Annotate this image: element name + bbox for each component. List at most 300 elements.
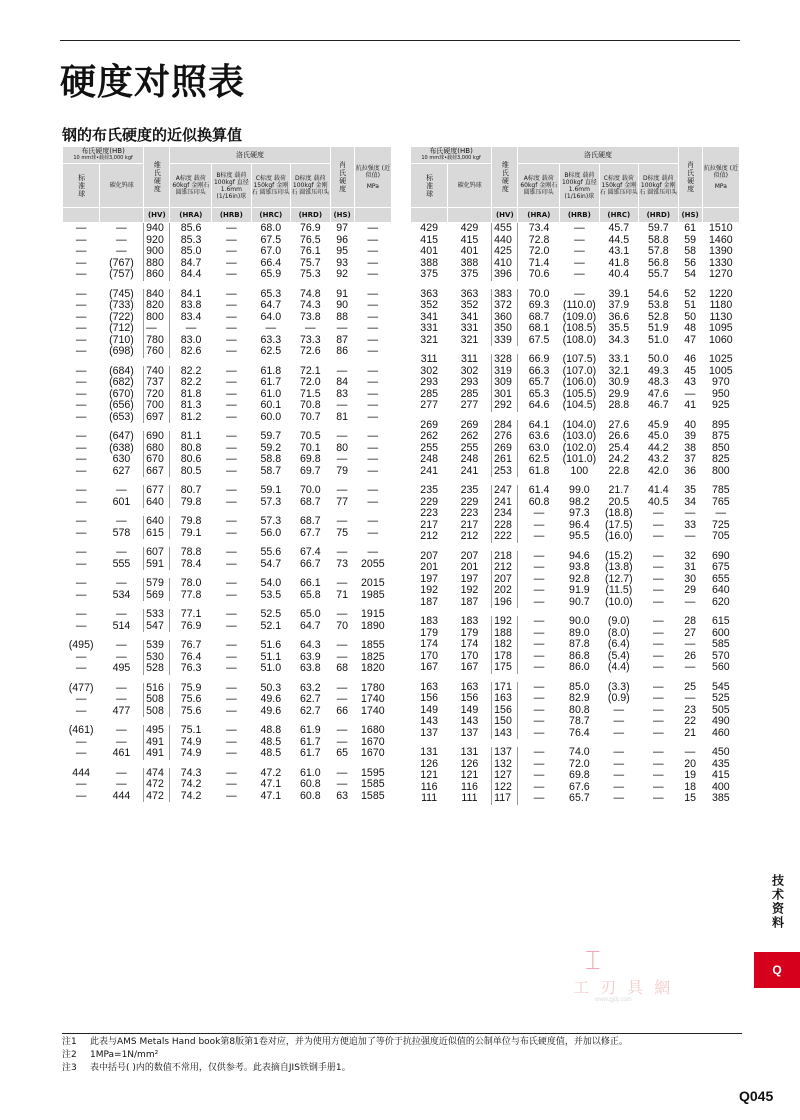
table-cell: 23 xyxy=(684,704,696,716)
table-cell: — xyxy=(75,589,87,601)
table-cell: 396 xyxy=(492,269,518,281)
table-cell: 461 xyxy=(112,748,131,759)
table-cell: (107.5) xyxy=(562,354,597,365)
table-cell: 57.8 xyxy=(647,246,669,257)
unit-hrc: (HRC) xyxy=(251,208,290,223)
table-cell: 60.1 xyxy=(260,400,282,411)
table-cell: 55.6 xyxy=(260,547,282,558)
table-row xyxy=(63,400,392,412)
table-cell: 83.4 xyxy=(180,311,202,323)
group-spacer xyxy=(411,477,740,485)
table-cell: 62.5 xyxy=(528,454,550,465)
group-spacer xyxy=(63,477,392,485)
table-cell: (110.0) xyxy=(562,300,596,311)
table-cell: 72.0 xyxy=(569,758,590,770)
table-cell: 22.8 xyxy=(608,465,630,477)
table-cell: 80.6 xyxy=(180,454,202,465)
table-cell: 93.8 xyxy=(569,562,590,573)
table-cell: 137 xyxy=(492,747,518,759)
table-cell: — xyxy=(75,705,87,717)
table-cell: 62.7 xyxy=(299,705,321,717)
table-cell: 69.8 xyxy=(569,770,590,781)
table-cell: 117 xyxy=(492,793,518,805)
table-cell: 92.8 xyxy=(569,573,590,585)
table-cell: 67.5 xyxy=(260,234,282,246)
table-cell: 66.1 xyxy=(299,578,321,589)
table-cell: 43 xyxy=(684,377,696,388)
table-cell: 49.6 xyxy=(260,694,282,705)
table-row xyxy=(411,716,740,728)
table-cell: 81.2 xyxy=(180,411,202,423)
table-cell: — xyxy=(226,465,237,477)
d-scale-header: D标度 载荷100kgf 金刚石 圆锥压印头 xyxy=(291,164,330,208)
table-cell: 67.6 xyxy=(569,781,590,793)
table-cell: 174 xyxy=(420,639,438,650)
table-cell: 167 xyxy=(460,662,479,673)
table-cell: (16.0) xyxy=(604,531,633,542)
table-cell: 28 xyxy=(684,616,696,627)
table-cell: 1825 xyxy=(361,651,385,663)
table-cell: — xyxy=(533,596,545,608)
table-cell: — xyxy=(367,388,379,400)
group-spacer xyxy=(63,358,392,366)
table-cell: 50.3 xyxy=(260,682,282,694)
table-cell: — xyxy=(653,758,664,770)
table-cell: 48.8 xyxy=(260,725,282,736)
table-cell: — xyxy=(265,323,277,334)
table-cell: — xyxy=(613,747,625,758)
table-cell: 1460 xyxy=(709,234,733,246)
table-cell: 1005 xyxy=(709,365,733,377)
table-cell: 58.8 xyxy=(647,234,669,246)
table-cell: 311 xyxy=(461,354,478,365)
table-cell: — xyxy=(75,578,87,589)
table-cell: — xyxy=(116,725,127,736)
table-cell: 491 xyxy=(144,737,170,749)
table-cell: 533 xyxy=(144,609,170,621)
table-cell: — xyxy=(367,400,379,411)
table-cell: — xyxy=(336,651,348,663)
table-row xyxy=(411,574,740,586)
table-cell: 116 xyxy=(461,781,478,793)
vickers-header: 维氏硬度 xyxy=(144,147,170,208)
table-cell: 78.4 xyxy=(180,558,202,570)
table-cell: — xyxy=(75,779,87,790)
table-cell: — xyxy=(653,704,664,716)
table-cell: 66.3 xyxy=(528,365,550,377)
table-cell: 87.8 xyxy=(569,639,590,650)
table-cell: 601 xyxy=(112,496,131,508)
table-cell: 61.0 xyxy=(260,388,282,400)
table-cell: 75.7 xyxy=(299,257,321,269)
table-cell: 163 xyxy=(460,681,479,693)
table-cell: 222 xyxy=(492,531,518,543)
table-cell: 375 xyxy=(420,269,438,280)
table-cell: — xyxy=(533,531,545,542)
table-cell: 292 xyxy=(492,400,518,412)
table-cell: — xyxy=(75,411,87,423)
table-cell: 607 xyxy=(144,547,170,559)
table-row xyxy=(411,597,740,609)
table-cell: — xyxy=(684,639,696,650)
group-spacer xyxy=(411,346,740,354)
table-cell: 131 xyxy=(420,747,438,758)
table-cell: 277 xyxy=(460,400,479,411)
table-cell: 95 xyxy=(336,246,348,257)
table-cell: 96.4 xyxy=(569,519,590,531)
table-cell: 615 xyxy=(711,616,730,627)
hardness-table-right xyxy=(410,146,740,805)
std-ball-header: 标准球 xyxy=(63,164,100,208)
table-cell: 83.0 xyxy=(180,334,202,346)
table-cell: — xyxy=(226,222,237,234)
table-cell: 700 xyxy=(144,400,170,412)
table-cell: 490 xyxy=(711,716,730,727)
table-cell: (698) xyxy=(109,346,134,357)
table-cell: 255 xyxy=(420,442,438,454)
table-cell: (15.2) xyxy=(604,550,633,562)
unit-hrb: (HRB) xyxy=(560,208,599,223)
table-cell: — xyxy=(116,651,127,663)
table-row xyxy=(411,354,740,366)
table-row xyxy=(63,768,392,780)
table-cell: 46.7 xyxy=(647,400,669,411)
table-cell: 167 xyxy=(420,662,438,673)
table-cell: 88 xyxy=(336,311,348,323)
table-cell: 179 xyxy=(420,627,438,639)
table-cell: 615 xyxy=(144,528,170,540)
table-cell: 94.6 xyxy=(569,550,590,562)
table-cell: 49.6 xyxy=(260,705,282,717)
table-cell: 228 xyxy=(492,520,518,532)
table-cell: 48 xyxy=(684,323,696,334)
table-cell: 183 xyxy=(420,616,438,627)
group-spacer xyxy=(63,281,392,289)
table-cell: 78.7 xyxy=(569,716,590,727)
table-row xyxy=(411,662,740,674)
table-cell: 93 xyxy=(336,257,348,269)
table-cell: 46 xyxy=(684,354,696,365)
unit-hv: (HV) xyxy=(492,208,518,223)
table-cell: — xyxy=(75,620,87,632)
table-cell: 385 xyxy=(711,793,730,804)
table-cell: 363 xyxy=(420,288,438,300)
table-cell: 547 xyxy=(144,621,170,633)
unit-hv: (HV) xyxy=(144,208,170,223)
table-cell: — xyxy=(336,725,348,736)
table-cell: 388 xyxy=(420,257,438,269)
group-spacer xyxy=(63,539,392,547)
table-cell: — xyxy=(367,300,379,311)
table-cell: 20.5 xyxy=(608,496,630,508)
table-cell: 284 xyxy=(492,420,518,432)
bottom-rule xyxy=(62,1033,742,1034)
table-cell: 174 xyxy=(460,639,479,650)
table-cell: 900 xyxy=(144,246,170,258)
table-cell: — xyxy=(653,727,664,739)
table-cell: 410 xyxy=(492,258,518,270)
table-cell: — xyxy=(116,246,127,257)
table-cell: 143 xyxy=(420,716,438,727)
table-cell: 1670 xyxy=(361,736,385,748)
table-cell: 820 xyxy=(144,300,170,312)
table-cell: 72.0 xyxy=(299,377,321,388)
table-cell: 690 xyxy=(144,431,170,443)
table-cell: 1095 xyxy=(709,323,733,334)
table-cell: 680 xyxy=(144,443,170,455)
table-cell: 429 xyxy=(460,222,479,234)
table-cell: 47.2 xyxy=(260,767,282,779)
table-row xyxy=(63,443,392,455)
table-subtitle: 钢的布氏硬度的近似换算值 xyxy=(62,126,243,144)
table-cell: 2055 xyxy=(361,558,385,570)
table-cell: (0.9) xyxy=(607,693,630,704)
table-cell: 143 xyxy=(492,728,518,740)
table-cell: 67.7 xyxy=(299,527,321,539)
table-cell: — xyxy=(116,694,127,705)
table-cell: 425 xyxy=(492,246,518,258)
table-cell: 1130 xyxy=(709,311,733,323)
table-cell: 50 xyxy=(684,311,696,323)
table-cell: 455 xyxy=(492,223,518,235)
table-cell: 48.5 xyxy=(260,736,282,748)
table-cell: — xyxy=(226,694,237,705)
table-cell: 50.0 xyxy=(647,354,669,365)
table-cell: 61.8 xyxy=(260,365,282,377)
table-cell: 690 xyxy=(711,550,730,562)
table-cell: 65.0 xyxy=(299,609,321,620)
table-cell: — xyxy=(226,496,237,508)
group-spacer xyxy=(411,739,740,747)
table-cell: 61.7 xyxy=(299,736,321,748)
table-cell: 950 xyxy=(711,388,730,400)
table-cell: 20 xyxy=(684,758,696,770)
table-cell: 149 xyxy=(460,704,479,716)
table-cell: 383 xyxy=(492,289,518,301)
table-cell: 60.8 xyxy=(299,779,321,790)
table-cell: 52.5 xyxy=(260,609,282,620)
table-row xyxy=(63,346,392,358)
table-cell: 530 xyxy=(144,652,170,664)
table-cell: 82.2 xyxy=(180,377,202,388)
table-row xyxy=(63,412,392,424)
group-spacer xyxy=(63,570,392,578)
table-cell: 74.9 xyxy=(180,736,202,748)
table-row xyxy=(63,725,392,737)
table-cell: 27 xyxy=(684,627,696,639)
table-cell: — xyxy=(75,651,87,663)
table-cell: 341 xyxy=(460,311,479,323)
table-cell: 70.8 xyxy=(299,400,321,411)
table-cell: 86.8 xyxy=(569,650,590,662)
table-cell: — xyxy=(533,519,545,531)
table-row xyxy=(411,400,740,412)
table-cell: 444 xyxy=(72,767,90,779)
table-cell: 534 xyxy=(112,589,131,601)
table-row xyxy=(411,289,740,301)
table-cell: — xyxy=(367,442,379,454)
table-cell: (105.5) xyxy=(562,388,597,400)
table-cell: 47.1 xyxy=(260,779,282,790)
table-cell: 52.8 xyxy=(647,311,669,323)
table-cell: 76.9 xyxy=(299,222,321,234)
table-cell: 74.8 xyxy=(299,288,321,300)
table-cell: 90.0 xyxy=(569,616,590,627)
table-cell: 175 xyxy=(492,662,518,674)
table-cell: 76.4 xyxy=(569,727,590,739)
table-cell: — xyxy=(75,748,87,759)
page-number: Q045 xyxy=(739,1088,774,1104)
table-cell: 69.7 xyxy=(299,465,321,477)
table-cell: (733) xyxy=(109,300,134,311)
table-cell: 22 xyxy=(684,716,696,727)
table-cell: 90.7 xyxy=(569,596,590,608)
table-cell: 31 xyxy=(684,562,696,573)
table-row xyxy=(63,547,392,559)
b-scale-header: B标度 载荷100kgf 直径1.6mm (1/16in)球 xyxy=(560,164,599,208)
table-cell: — xyxy=(75,400,87,411)
table-cell: 578 xyxy=(112,527,131,539)
vickers-header: 维氏硬度 xyxy=(492,147,518,208)
table-cell: 52.1 xyxy=(260,620,282,632)
table-cell: 202 xyxy=(492,585,518,597)
table-cell: 83.8 xyxy=(180,300,202,311)
table-cell: 363 xyxy=(460,288,479,300)
table-cell: 64.7 xyxy=(260,300,282,311)
table-row xyxy=(63,497,392,509)
table-cell: 63.8 xyxy=(299,663,321,674)
table-cell: — xyxy=(75,288,87,300)
table-cell: 35 xyxy=(684,485,696,496)
watermark-text: 工 刃 具 網 xyxy=(573,978,674,997)
table-cell: 67.0 xyxy=(260,246,282,257)
table-cell: — xyxy=(336,365,348,377)
table-cell: 860 xyxy=(144,269,170,281)
table-cell: 61.9 xyxy=(299,725,321,736)
table-cell: — xyxy=(75,222,87,234)
table-cell: — xyxy=(336,454,348,465)
table-cell: 80.5 xyxy=(180,465,202,477)
note-3: 注3 表中括号( )内的数值不常用，仅供参考。此表摘自JIS铁钢手册1。 xyxy=(62,1063,351,1073)
table-cell: 75.6 xyxy=(180,705,202,717)
table-cell: — xyxy=(226,547,237,558)
table-cell: 82.2 xyxy=(180,365,202,377)
table-row xyxy=(411,747,740,759)
table-cell: — xyxy=(226,234,237,246)
table-row xyxy=(411,335,740,347)
table-cell: — xyxy=(533,681,545,693)
table-cell: 156 xyxy=(460,693,479,704)
table-cell: — xyxy=(75,465,87,477)
table-cell: — xyxy=(75,609,87,620)
table-row xyxy=(63,312,392,324)
table-cell: 444 xyxy=(112,790,131,802)
table-cell: — xyxy=(75,547,87,558)
hb-header: 布氏硬度(HB) 10 mm球•载荷3,000 kgf xyxy=(63,147,144,164)
table-cell: 34.3 xyxy=(608,334,630,346)
side-tab-text: 技术资料 xyxy=(770,874,785,930)
table-cell: 45 xyxy=(684,365,696,377)
table-cell: — xyxy=(574,246,585,257)
table-cell: (722) xyxy=(109,311,134,323)
table-cell: — xyxy=(226,365,237,377)
section-tab-q[interactable]: Q xyxy=(754,952,800,988)
table-cell: 247 xyxy=(492,485,518,497)
table-cell: — xyxy=(653,616,664,627)
table-cell: — xyxy=(653,716,664,727)
table-cell: 51.6 xyxy=(260,640,282,651)
table-cell: 388 xyxy=(460,257,479,269)
table-cell: — xyxy=(653,781,664,793)
table-cell: 76.5 xyxy=(299,234,321,246)
table-cell: (4.4) xyxy=(607,662,630,673)
table-cell: 1595 xyxy=(361,767,385,779)
table-cell: 1180 xyxy=(709,300,733,311)
table-cell: 401 xyxy=(460,246,479,257)
table-cell: 56 xyxy=(684,257,696,269)
table-cell: 262 xyxy=(460,431,479,442)
table-cell: (495) xyxy=(68,640,94,651)
table-cell: 63.2 xyxy=(299,682,321,694)
table-cell: — xyxy=(226,377,237,388)
watermark-logo-icon: ⌶ xyxy=(585,945,601,975)
hb-subheader: 10 mm球•载荷3,000 kgf xyxy=(73,155,133,161)
table-cell: 528 xyxy=(144,663,170,675)
table-cell: 76.3 xyxy=(180,663,202,674)
table-cell: 77.8 xyxy=(180,589,202,601)
table-cell: (12.7) xyxy=(604,573,633,585)
table-cell: 440 xyxy=(492,235,518,247)
table-cell: 328 xyxy=(492,354,518,366)
table-cell: 171 xyxy=(492,682,518,694)
table-cell: 192 xyxy=(460,585,479,596)
table-cell: 76.1 xyxy=(299,246,321,257)
table-cell: — xyxy=(75,516,87,527)
table-cell: 1670 xyxy=(361,748,385,759)
table-cell: — xyxy=(226,400,237,411)
table-cell: 43.1 xyxy=(608,246,630,257)
table-cell: 74.9 xyxy=(180,748,202,759)
table-cell: — xyxy=(226,767,237,779)
table-cell: 80 xyxy=(336,442,348,454)
table-row xyxy=(411,770,740,782)
table-cell: 2015 xyxy=(361,578,385,589)
table-cell: 47.1 xyxy=(260,790,282,802)
table-cell: 86 xyxy=(336,346,348,357)
table-cell: — xyxy=(226,651,237,663)
table-cell: 850 xyxy=(711,442,730,454)
table-cell: — xyxy=(75,246,87,257)
table-cell: — xyxy=(684,662,696,673)
table-cell: 63.6 xyxy=(528,431,550,442)
table-row xyxy=(63,516,392,528)
table-cell: — xyxy=(367,547,379,558)
table-cell: — xyxy=(367,527,379,539)
table-cell: 450 xyxy=(711,747,730,758)
table-cell: — xyxy=(533,627,545,639)
table-cell: 74.2 xyxy=(180,779,202,790)
table-cell: 321 xyxy=(420,334,438,346)
table-cell: 79.1 xyxy=(180,527,202,539)
unit-hra: (HRA) xyxy=(170,208,212,223)
table-cell: (647) xyxy=(109,431,134,442)
table-cell: 585 xyxy=(711,639,730,650)
table-cell: 81 xyxy=(336,411,348,423)
table-cell: — xyxy=(226,736,237,748)
hardness-table-left xyxy=(62,146,392,802)
table-cell: — xyxy=(75,442,87,454)
table-cell: — xyxy=(336,609,348,620)
